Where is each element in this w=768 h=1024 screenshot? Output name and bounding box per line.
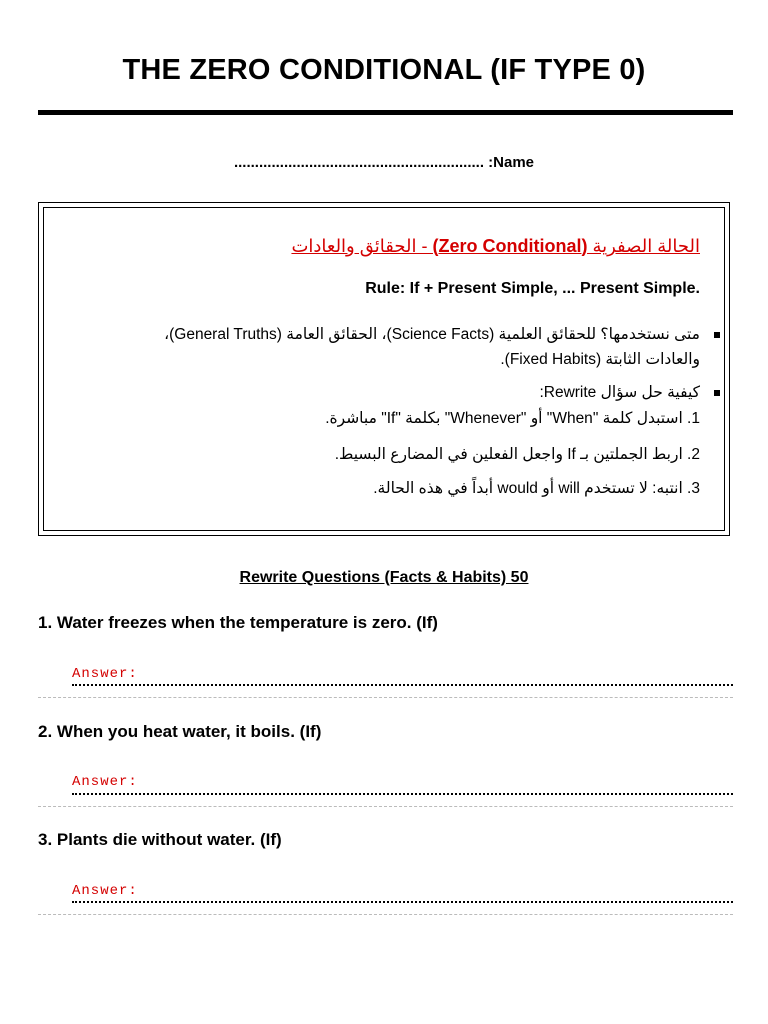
answer-field-1[interactable]: [72, 684, 733, 686]
step-1: 1. استبدل كلمة "When" أو "Whenever" بكلمة "If" مباشرة.: [325, 410, 700, 427]
bullet-rewrite-text: كيفية حل سؤال Rewrite:: [539, 384, 700, 401]
step-3: 3. انتبه: لا تستخدم will أو would أبداً في هذه الحالة.: [373, 480, 700, 497]
bullet-mark: [714, 390, 720, 396]
separator: [38, 697, 733, 698]
bullet-mark: [714, 332, 720, 338]
bullet-usage: [114, 322, 700, 372]
separator: [38, 806, 733, 807]
bullet-usage-text: متى نستخدمها؟ للحقائق العلمية (Science Facts)، الحقائق العامة (General Truths)، والعادات الثابتة (Fixed Habits).: [164, 326, 700, 368]
answer-label-2: Answer:: [72, 774, 138, 790]
box-heading: [291, 236, 700, 257]
question-1: 1. Water freezes when the temperature is zero. (If): [38, 613, 438, 632]
step-2: 2. اربط الجملتين بـ If واجعل الفعلين في المضارع البسيط.: [334, 446, 700, 463]
question-2: 2. When you heat water, it boils. (If): [38, 722, 322, 741]
page-title: THE ZERO CONDITIONAL (IF TYPE 0): [122, 54, 646, 86]
box-heading-ar-1: الحالة الصفرية: [587, 236, 700, 256]
rule-box-inner: [43, 207, 725, 531]
box-heading-ar-2: - الحقائق والعادات: [291, 236, 433, 256]
box-heading-en: (Zero Conditional): [432, 236, 588, 256]
name-field[interactable]: ............................................................ :Name: [233, 154, 535, 171]
rule-box: [38, 202, 730, 536]
answer-label-3: Answer:: [72, 883, 138, 899]
separator: [38, 914, 733, 915]
title-divider: [38, 110, 733, 115]
answer-field-3[interactable]: [72, 901, 733, 903]
answer-field-2[interactable]: [72, 793, 733, 795]
rule-formula: Rule: If + Present Simple, ... Present Simple.: [365, 280, 700, 297]
bullet-rewrite: [114, 380, 700, 405]
answer-label-1: Answer:: [72, 666, 138, 682]
section-title: Rewrite Questions (Facts & Habits) 50: [239, 569, 529, 586]
question-3: 3. Plants die without water. (If): [38, 830, 282, 849]
